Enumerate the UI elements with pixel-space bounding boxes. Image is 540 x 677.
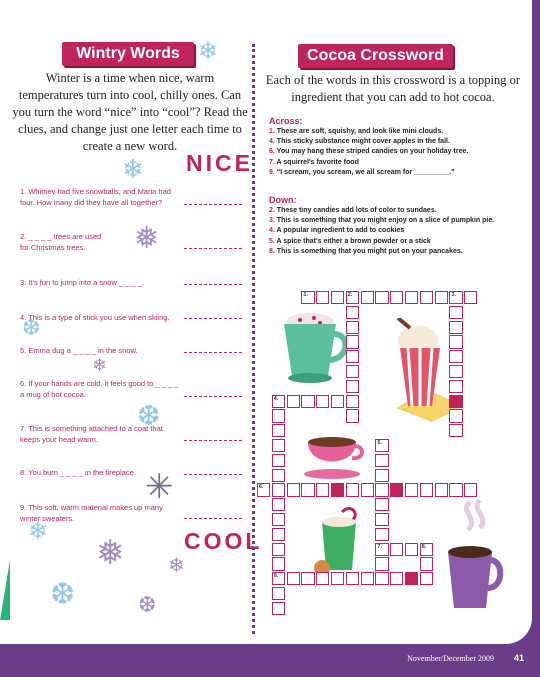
crossword-cell[interactable]: [375, 469, 388, 482]
clue-number: 1.: [303, 292, 308, 298]
answer-line-7[interactable]: [184, 440, 242, 441]
crossword-cell[interactable]: [449, 395, 462, 408]
word-clue-5: 5. Emma dug a _ _ _ _ in the snow.: [20, 346, 138, 355]
crossword-cell[interactable]: [316, 291, 329, 304]
crossword-cell[interactable]: [375, 543, 388, 556]
clue-number: 8.: [421, 543, 427, 550]
crossword-cell[interactable]: [272, 469, 285, 482]
clue-number: 7.: [377, 543, 382, 550]
crossword-cell[interactable]: [331, 291, 344, 304]
word-clue-7: 7. This is something attached to a coat that keeps your head warm.: [20, 424, 163, 444]
mint-cocoa-icon: [312, 506, 364, 578]
start-word: NICE: [186, 150, 253, 176]
crossword-cell[interactable]: [272, 498, 285, 511]
answer-line-9[interactable]: [184, 518, 242, 519]
word-clue-6: 6. If your hands are cold, it feels good to _ _ _ _ a mug of hot cocoa.: [20, 379, 179, 399]
crossword-cell[interactable]: [361, 291, 374, 304]
word-clue-3: 3. It's fun to jump into a snow _ _ _ _.: [20, 278, 145, 287]
crossword-cell[interactable]: [375, 454, 388, 467]
crossword-cell[interactable]: [272, 572, 285, 585]
crossword-cell[interactable]: [272, 602, 285, 615]
crossword-cell[interactable]: [375, 439, 388, 452]
wintry-words-intro: Winter is a time when nice, warm temperatures turn into cool, chilly ones. Can you turn the word “nice” into “cool”? Read the clues, and change just one letter each time to create a new word.: [12, 71, 248, 153]
crossword-cell[interactable]: [316, 483, 329, 496]
crossword-cell[interactable]: [272, 587, 285, 600]
crossword-cell[interactable]: [346, 335, 359, 348]
snowflake-icon: ❆: [138, 592, 157, 617]
crossword-cell[interactable]: [375, 528, 388, 541]
crossword-cell[interactable]: [257, 483, 270, 496]
across-clue: 6. You may hang these striped candies on your holiday tree.: [269, 148, 469, 156]
snowflake-icon: ❄: [122, 154, 144, 184]
crossword-cell[interactable]: [346, 409, 359, 422]
crossword-cell[interactable]: [272, 513, 285, 526]
crossword-cell[interactable]: [346, 395, 359, 408]
clue-number: 4.: [273, 395, 279, 402]
down-clue: 4. A popular ingredient to add to cookies: [269, 227, 405, 235]
crossword-cell[interactable]: [346, 350, 359, 363]
down-clue: 5. A spice that's either a brown powder or a stick: [269, 237, 431, 245]
down-clue: 3. This is something that you might enjoy on a slice of pumpkin pie.: [269, 217, 495, 225]
crossword-cell[interactable]: [316, 572, 329, 585]
crossword-cell[interactable]: [272, 409, 285, 422]
crossword-cell[interactable]: [449, 306, 462, 319]
crossword-cell[interactable]: [405, 291, 418, 304]
crossword-cell[interactable]: [272, 454, 285, 467]
crossword-cell[interactable]: [346, 380, 359, 393]
crossword-cell[interactable]: [272, 424, 285, 437]
snowflake-icon: ❄: [168, 555, 185, 577]
crossword-cell[interactable]: [316, 395, 329, 408]
down-clue: 8. This is something that you might put on your pancakes.: [269, 247, 463, 255]
clue-number: 2.: [347, 292, 353, 298]
across-clue: 7. A squirrel's favorite food: [269, 158, 359, 166]
page-footer: [0, 644, 540, 677]
word-clue-8: 8. You burn _ _ _ _ in the fireplace.: [20, 468, 136, 477]
snowflake-icon: ❅: [134, 222, 160, 255]
crossword-cell[interactable]: [420, 291, 433, 304]
crossword-cell[interactable]: [449, 350, 462, 363]
crossword-cell[interactable]: [346, 572, 359, 585]
crossword-cell[interactable]: [361, 572, 374, 585]
word-clue-4: 4. This is a type of stick you use when skiing.: [20, 313, 170, 322]
crossword-cell[interactable]: [301, 291, 314, 304]
crossword-cell[interactable]: [375, 557, 388, 570]
crossword-cell[interactable]: [346, 291, 359, 304]
snowflake-icon: ❆: [137, 400, 161, 431]
crossword-cell[interactable]: [390, 291, 403, 304]
crossword-cell[interactable]: [272, 483, 285, 496]
crossword-cell[interactable]: [375, 513, 388, 526]
page-number: 41: [513, 653, 524, 663]
answer-line-1[interactable]: [184, 204, 242, 205]
crossword-cell[interactable]: [390, 483, 403, 496]
answer-line-5[interactable]: [184, 352, 242, 353]
cocoa-crossword-title: Cocoa Crossword: [298, 44, 453, 68]
crossword-cell[interactable]: [272, 557, 285, 570]
crossword-cell[interactable]: [331, 483, 344, 496]
across-clue: 9. “I scream, you scream, we all scream for _________.”: [269, 168, 455, 176]
down-clues: [269, 206, 527, 257]
crossword-cell[interactable]: [464, 291, 477, 304]
crossword-cell[interactable]: [449, 365, 462, 378]
crossword-cell[interactable]: [390, 572, 403, 585]
snowflake-icon: ❄: [198, 38, 219, 65]
crossword-cell[interactable]: [346, 483, 359, 496]
snowflake-icon: ✳: [145, 468, 174, 506]
issue-date: November/December 2009: [407, 654, 494, 663]
crossword-cell[interactable]: [435, 483, 448, 496]
crossword-cell[interactable]: [420, 483, 433, 496]
column-divider: [252, 44, 255, 634]
answer-line-3[interactable]: [184, 284, 242, 285]
crossword-cell[interactable]: [449, 380, 462, 393]
end-word: COOL: [184, 528, 263, 554]
crossword-cell[interactable]: [390, 543, 403, 556]
crossword-cell[interactable]: [420, 557, 433, 570]
crossword-cell[interactable]: [449, 321, 462, 334]
cocoa-crossword-intro: Each of the words in this crossword is a topping or ingredient that you can add to hot cocoa.: [265, 73, 521, 104]
crossword-cell[interactable]: [272, 528, 285, 541]
answer-line-4[interactable]: [184, 318, 242, 319]
tree-icon: [0, 560, 10, 620]
crossword-cell[interactable]: [272, 439, 285, 452]
clue-number: 3.: [451, 292, 456, 298]
crossword-cell[interactable]: [375, 498, 388, 511]
snowflake-icon: ❄: [28, 518, 49, 545]
crossword-cell[interactable]: [405, 572, 418, 585]
snowflake-icon: ❄: [92, 355, 108, 375]
crossword-cell[interactable]: [449, 409, 462, 422]
crossword-cell[interactable]: [375, 483, 388, 496]
crossword-cell[interactable]: [420, 543, 433, 556]
crossword-cell[interactable]: [301, 395, 314, 408]
word-clue-9: 9. This soft, warm material makes up many winter sweaters.: [20, 503, 163, 523]
snowflake-icon: ❅: [96, 534, 125, 572]
crossword-cell[interactable]: [346, 321, 359, 334]
clue-number: 9.: [273, 573, 279, 580]
word-clue-2: 2. _ _ _ _ trees are used for Christmas trees.: [20, 232, 102, 252]
teacup-icon: [302, 434, 364, 480]
across-clue: 4. This sticky substance might cover apples in the fall.: [269, 138, 450, 146]
crossword-cell[interactable]: [449, 424, 462, 437]
crossword-cell[interactable]: [301, 483, 314, 496]
crossword-cell[interactable]: [287, 395, 300, 408]
crossword-cell[interactable]: [464, 483, 477, 496]
crossword-cell[interactable]: [272, 543, 285, 556]
down-heading: Down:: [269, 195, 297, 205]
crossword-cell[interactable]: [361, 483, 374, 496]
wintry-words-title: Wintry Words: [62, 42, 194, 66]
crossword-cell[interactable]: [287, 483, 300, 496]
word-clue-1: 1. Whitney had five snowballs, and Maria had four. How many did they have all together?: [20, 187, 171, 207]
crossword-cell[interactable]: [346, 306, 359, 319]
crossword-cell[interactable]: [287, 572, 300, 585]
down-clue: 2. These tiny candies add lots of color to sundaes.: [269, 207, 437, 214]
snowflake-icon: ❆: [22, 315, 41, 340]
across-clue: 1. These are soft, squishy, and look like mini clouds.: [269, 128, 444, 135]
crossword-cell[interactable]: [331, 395, 344, 408]
answer-line-2[interactable]: [184, 248, 242, 249]
crossword-cell[interactable]: [375, 291, 388, 304]
cocoa-mug-icon: [270, 306, 350, 388]
crossword-cell[interactable]: [346, 365, 359, 378]
answer-line-8[interactable]: [184, 474, 242, 475]
crossword-cell[interactable]: [405, 543, 418, 556]
crossword-cell[interactable]: [301, 572, 314, 585]
crossword-cell[interactable]: [331, 572, 344, 585]
crossword-cell[interactable]: [449, 483, 462, 496]
crossword-cell[interactable]: [272, 395, 285, 408]
crossword-cell[interactable]: [449, 291, 462, 304]
crossword-cell[interactable]: [435, 291, 448, 304]
purple-mug-icon: [440, 496, 504, 616]
snowflake-icon: ❆: [50, 578, 76, 611]
crossword-cell[interactable]: [405, 483, 418, 496]
crossword-cell[interactable]: [420, 572, 433, 585]
across-heading: Across:: [269, 116, 303, 126]
crossword-cell[interactable]: [449, 335, 462, 348]
clue-number: 5.: [377, 440, 382, 446]
clue-number: 6.: [259, 484, 264, 491]
across-clues: [269, 127, 527, 178]
answer-line-6[interactable]: [184, 396, 242, 397]
crossword-cell[interactable]: [375, 572, 388, 585]
